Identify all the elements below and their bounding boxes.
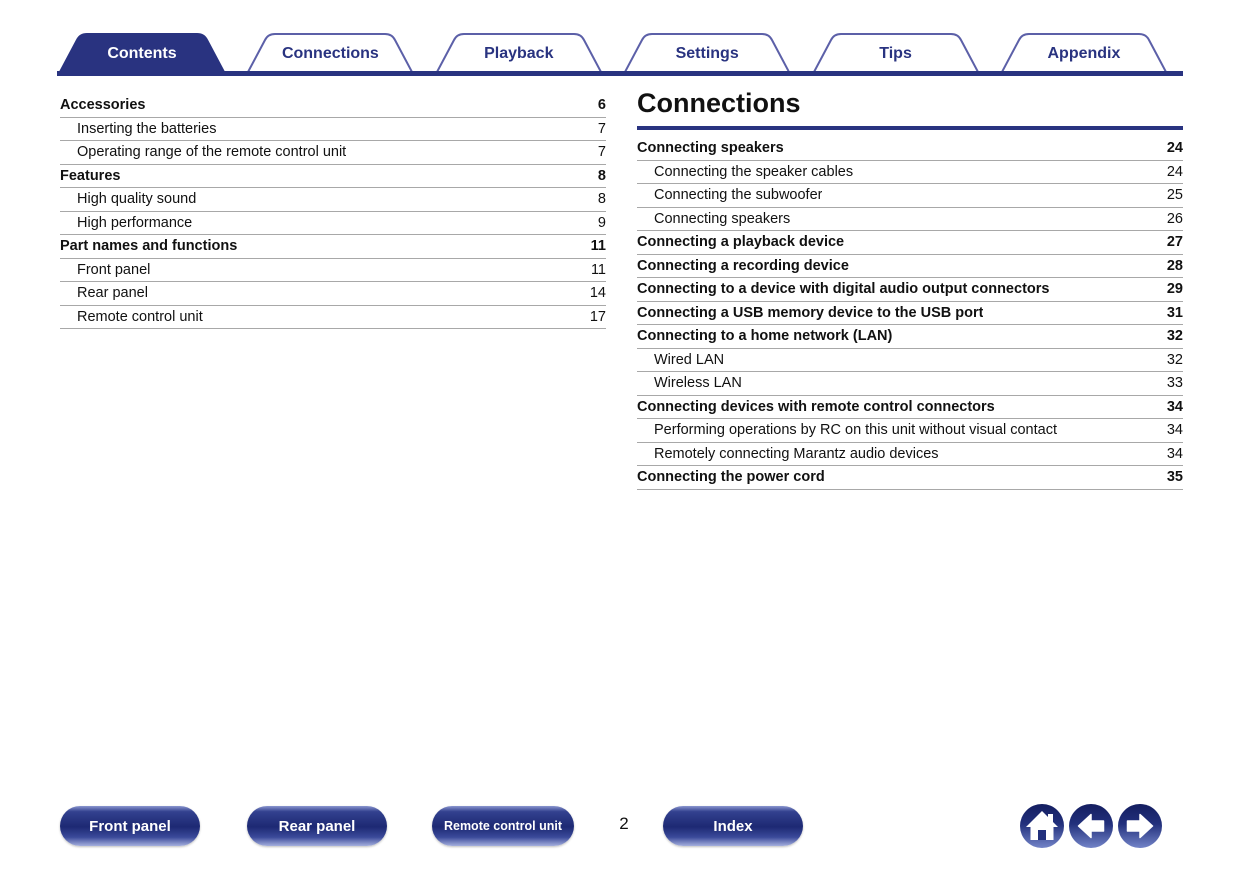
toc-entry-label: Remotely connecting Marantz audio devices bbox=[654, 445, 939, 462]
toc-entry-label: Part names and functions bbox=[60, 238, 238, 255]
tab-contents[interactable] bbox=[57, 33, 227, 72]
toc-entry-label: Connecting the speaker cables bbox=[654, 163, 854, 180]
toc-entry[interactable] bbox=[60, 282, 606, 306]
forward-arrow-icon bbox=[1118, 804, 1162, 848]
toc-entry-label: Connecting a USB memory device to the USB port bbox=[637, 304, 984, 321]
toc-entry-page: 17 bbox=[589, 308, 606, 325]
toc-entry[interactable] bbox=[637, 349, 1183, 373]
tab-label: Playback bbox=[484, 44, 554, 62]
section-title: Connections bbox=[637, 88, 801, 118]
toc-entry[interactable] bbox=[60, 141, 606, 165]
toc-entry-page: 32 bbox=[1166, 351, 1183, 368]
toc-entry-page: 28 bbox=[1166, 257, 1183, 274]
toc-entry-page: 8 bbox=[597, 167, 606, 184]
toc-entry-page: 14 bbox=[589, 285, 606, 302]
toc-entry[interactable] bbox=[637, 325, 1183, 349]
toc-entry-page: 11 bbox=[590, 261, 606, 278]
toc-entry-page: 31 bbox=[1166, 304, 1183, 321]
toc-entry-label: Connecting a recording device bbox=[637, 257, 849, 274]
toc-entry-label: Connecting the power cord bbox=[637, 469, 825, 486]
back-button[interactable] bbox=[1069, 804, 1113, 848]
toc-entry-label: High quality sound bbox=[77, 191, 197, 208]
toc-entry-label: Connecting devices with remote control connectors bbox=[637, 398, 995, 415]
toc-entry-label: Wireless LAN bbox=[654, 375, 742, 392]
tab-bar-rule bbox=[57, 71, 1183, 76]
toc-entry-label: High performance bbox=[77, 214, 193, 231]
toc-entry[interactable] bbox=[637, 443, 1183, 467]
toc-entry[interactable] bbox=[637, 278, 1183, 302]
toc-entry-page: 7 bbox=[597, 144, 606, 161]
toc-entry[interactable] bbox=[637, 396, 1183, 420]
toc-entry-label: Performing operations by RC on this unit without visual contact bbox=[654, 422, 1057, 439]
toc-entry[interactable] bbox=[60, 165, 606, 189]
toc-entry[interactable] bbox=[60, 94, 606, 118]
toc-entry-page: 25 bbox=[1166, 187, 1183, 204]
forward-button[interactable] bbox=[1118, 804, 1162, 848]
toc-entry-page: 8 bbox=[597, 191, 606, 208]
toc-entry[interactable] bbox=[60, 235, 606, 259]
toc-entry-page: 24 bbox=[1166, 163, 1183, 180]
tab-connections[interactable] bbox=[245, 33, 415, 72]
toc-entry-label: Wired LAN bbox=[654, 351, 725, 368]
toc-entry-page: 11 bbox=[590, 238, 606, 255]
tab-label: Contents bbox=[107, 44, 177, 62]
toc-entry[interactable] bbox=[60, 188, 606, 212]
toc-entry-page: 26 bbox=[1166, 210, 1183, 227]
rear-panel-button[interactable]: Rear panel bbox=[247, 806, 387, 846]
toc-entry[interactable] bbox=[60, 118, 606, 142]
tab-label: Appendix bbox=[1047, 44, 1121, 62]
toc-entry[interactable] bbox=[60, 259, 606, 283]
toc-entry-page: 34 bbox=[1166, 422, 1183, 439]
home-button[interactable] bbox=[1020, 804, 1064, 848]
toc-entry-page: 6 bbox=[597, 97, 606, 114]
toc-entry[interactable] bbox=[637, 302, 1183, 326]
toc-column-right bbox=[637, 88, 1183, 490]
tab-label: Connections bbox=[281, 44, 379, 62]
toc-entry-page: 34 bbox=[1166, 445, 1183, 462]
toc-entry[interactable] bbox=[637, 184, 1183, 208]
toc-entry-label: Rear panel bbox=[77, 285, 148, 302]
toc-entry[interactable] bbox=[637, 466, 1183, 490]
toc-entry[interactable] bbox=[60, 306, 606, 330]
toc-entry[interactable] bbox=[637, 137, 1183, 161]
toc-entry-label: Operating range of the remote control unit bbox=[77, 144, 347, 161]
remote-control-unit-button[interactable]: Remote control unit bbox=[432, 806, 574, 846]
toc-entry-label: Inserting the batteries bbox=[77, 120, 217, 137]
toc-entry-label: Remote control unit bbox=[77, 308, 203, 325]
toc-entry[interactable] bbox=[637, 372, 1183, 396]
tab-label: Tips bbox=[879, 44, 912, 62]
toc-entry-page: 7 bbox=[597, 120, 606, 137]
toc-entry-page: 35 bbox=[1166, 469, 1183, 486]
tab-settings[interactable] bbox=[622, 33, 792, 72]
tab-appendix[interactable] bbox=[999, 33, 1169, 72]
tab-playback[interactable] bbox=[434, 33, 604, 72]
toc-entry-page: 34 bbox=[1166, 398, 1183, 415]
index-button[interactable]: Index bbox=[663, 806, 803, 846]
toc-entry-label: Connecting to a device with digital audio output connectors bbox=[637, 281, 1050, 298]
toc-entry-label: Connecting speakers bbox=[654, 210, 791, 227]
toc-entry-label: Connecting to a home network (LAN) bbox=[637, 328, 893, 345]
toc-entry-page: 32 bbox=[1166, 328, 1183, 345]
front-panel-button[interactable]: Front panel bbox=[60, 806, 200, 846]
tab-label: Settings bbox=[675, 44, 739, 62]
toc-entry-label: Features bbox=[60, 167, 121, 184]
tab-tips[interactable] bbox=[811, 33, 981, 72]
toc-entry-label: Connecting speakers bbox=[637, 140, 784, 157]
toc-column-left bbox=[60, 94, 606, 329]
toc-entry-page: 27 bbox=[1166, 234, 1183, 251]
page-number: 2 bbox=[619, 814, 629, 833]
toc-entry[interactable] bbox=[637, 231, 1183, 255]
toc-entry[interactable] bbox=[637, 255, 1183, 279]
toc-entry[interactable] bbox=[637, 419, 1183, 443]
toc-entry[interactable] bbox=[637, 208, 1183, 232]
section-title-rule bbox=[637, 126, 1183, 130]
toc-entry-page: 33 bbox=[1166, 375, 1183, 392]
toc-entry-label: Connecting a playback device bbox=[637, 234, 845, 251]
toc-entry-label: Front panel bbox=[77, 261, 151, 278]
toc-entry[interactable] bbox=[60, 212, 606, 236]
tab-bar bbox=[57, 33, 1169, 72]
home-icon bbox=[1020, 804, 1064, 848]
toc-entry[interactable] bbox=[637, 161, 1183, 185]
back-arrow-icon bbox=[1069, 804, 1113, 848]
toc-entry-page: 9 bbox=[597, 214, 606, 231]
toc-entry-label: Accessories bbox=[60, 97, 146, 114]
toc-entry-page: 29 bbox=[1166, 281, 1183, 298]
toc-entry-page: 24 bbox=[1166, 140, 1183, 157]
toc-entry-label: Connecting the subwoofer bbox=[654, 187, 823, 204]
